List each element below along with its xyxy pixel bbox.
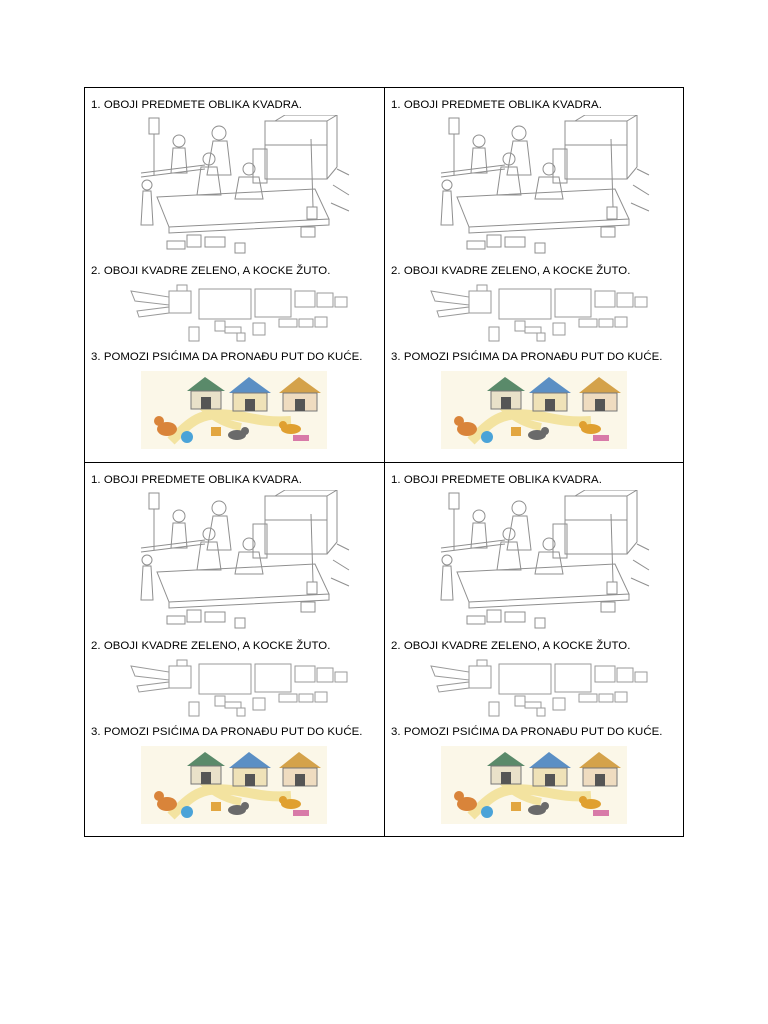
worksheet-card [384, 88, 683, 462]
dog-houses-maze-illustration [141, 746, 327, 824]
task-3-text: 3. POMOZI PSIĆIMA DA PRONAĐU PUT DO KUĆE. [91, 726, 363, 738]
dog-houses-maze-illustration [441, 371, 627, 449]
task-1-text: 1. OBOJI PREDMETE OBLIKA KVADRA. [91, 99, 302, 111]
task-1-text: 1. OBOJI PREDMETE OBLIKA KVADRA. [391, 474, 602, 486]
task-2-text: 2. OBOJI KVADRE ZELENO, A KOCKE ŽUTO. [391, 265, 631, 277]
task-3-text: 3. POMOZI PSIĆIMA DA PRONAĐU PUT DO KUĆE. [391, 351, 663, 363]
block-crocodile-line-art [129, 283, 349, 343]
playground-line-art [135, 115, 350, 263]
playground-line-art [435, 115, 650, 263]
block-crocodile-line-art [429, 658, 649, 718]
task-3-text: 3. POMOZI PSIĆIMA DA PRONAĐU PUT DO KUĆE. [91, 351, 363, 363]
task-1-text: 1. OBOJI PREDMETE OBLIKA KVADRA. [391, 99, 602, 111]
task-2-text: 2. OBOJI KVADRE ZELENO, A KOCKE ŽUTO. [91, 265, 331, 277]
playground-line-art [135, 490, 350, 638]
worksheet-sheet [84, 87, 684, 837]
task-3-text: 3. POMOZI PSIĆIMA DA PRONAĐU PUT DO KUĆE. [391, 726, 663, 738]
block-crocodile-line-art [429, 283, 649, 343]
task-2-text: 2. OBOJI KVADRE ZELENO, A KOCKE ŽUTO. [91, 640, 331, 652]
task-2-text: 2. OBOJI KVADRE ZELENO, A KOCKE ŽUTO. [391, 640, 631, 652]
task-1-text: 1. OBOJI PREDMETE OBLIKA KVADRA. [91, 474, 302, 486]
dog-houses-maze-illustration [441, 746, 627, 824]
block-crocodile-line-art [129, 658, 349, 718]
playground-line-art [435, 490, 650, 638]
worksheet-card [384, 462, 683, 836]
worksheet-card [85, 88, 384, 462]
worksheet-card [85, 462, 384, 836]
dog-houses-maze-illustration [141, 371, 327, 449]
